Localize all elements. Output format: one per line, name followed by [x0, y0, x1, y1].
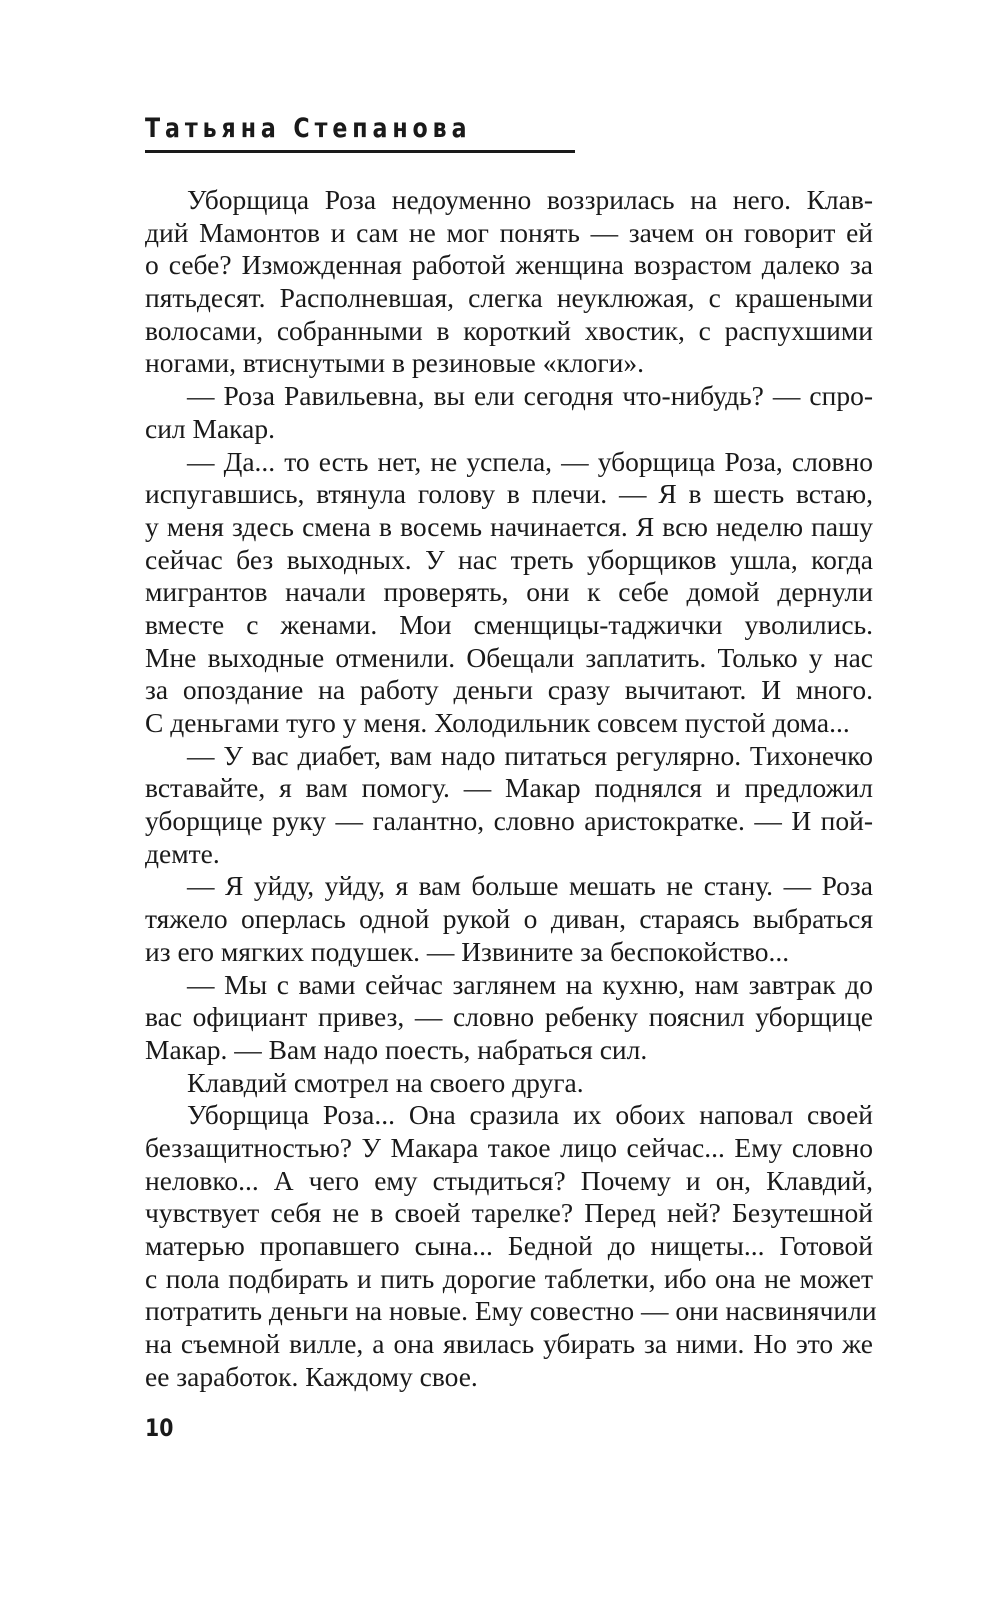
header-rule: [145, 150, 575, 153]
text-line: вместе с женами. Мои сменщицы-таджички уволились.: [145, 608, 873, 640]
text-line: — Да... то есть нет, не успела, — уборщица Роза, словно: [187, 445, 873, 477]
text-line: на съемной вилле, а она явилась убирать за ними. Но это же: [145, 1328, 873, 1360]
text-line: чувствует себя не в своей тарелке? Перед ней? Безутешной: [145, 1197, 873, 1229]
text-line: — Я уйду, уйду, я вам больше мешать не стану. — Роза: [187, 870, 873, 902]
text-line: Клавдий смотрел на своего друга.: [187, 1066, 584, 1098]
text-line: мигрантов начали проверять, они к себе домой дернули: [145, 576, 873, 608]
text-line: испугавшись, втянула голову в плечи. — Я в шесть встаю,: [145, 478, 873, 510]
text-line: сил Макар.: [145, 412, 275, 444]
running-header: Татьяна Степанова: [145, 113, 472, 144]
text-line: матерью пропавшего сына... Бедной до нищеты... Готовой: [145, 1230, 873, 1261]
text-line: ее заработок. Каждому свое.: [145, 1360, 478, 1392]
text-line: — У вас диабет, вам надо питаться регулярно. Тихонечко: [187, 739, 873, 771]
text-line: тяжело оперлась одной рукой о диван, стараясь выбраться: [145, 903, 873, 935]
text-line: неловко... А чего ему стыдиться? Почему и он, Клавдий,: [145, 1164, 873, 1196]
text-line: Мне выходные отменили. Обещали заплатить. Только у нас: [145, 641, 873, 673]
text-line: Уборщица Роза недоуменно воззрилась на него. Клав-: [187, 184, 873, 215]
text-line: волосами, собранными в короткий хвостик, с распухшими: [145, 314, 873, 346]
body-text: [145, 184, 877, 1393]
text-line: С деньгами туго у меня. Холодильник совсем пустой дома...: [145, 707, 850, 738]
text-line: сейчас без выходных. У нас треть уборщиков ушла, когда: [145, 543, 873, 575]
text-line: — Мы с вами сейчас заглянем на кухню, нам завтрак до: [187, 968, 873, 1000]
text-line: беззащитностью? У Макара такое лицо сейчас... Ему словно: [145, 1131, 873, 1163]
text-line: пятьдесят. Располневшая, слегка неуклюжая, с крашеными: [145, 282, 873, 314]
text-line: Уборщица Роза... Она сразила их обоих наповал своей: [187, 1099, 873, 1131]
text-line: у меня здесь смена в восемь начинается. Я всю неделю пашу: [145, 510, 873, 542]
text-line: дий Мамонтов и сам не мог понять — зачем он говорит ей: [145, 216, 873, 248]
text-line: с пола подбирать и пить дорогие таблетки, ибо она не может: [145, 1262, 873, 1294]
text-line: уборщице руку — галантно, словно аристократке. — И пой-: [145, 805, 873, 837]
text-line: потратить деньги на новые. Ему совестно — они насвинячили: [145, 1295, 877, 1327]
text-line: ногами, втиснутыми в резиновые «клоги».: [145, 347, 644, 379]
page-number: 10: [145, 1414, 174, 1442]
text-line: вас официант привез, — словно ребенку пояснил уборщице: [145, 1001, 873, 1033]
text-line: за опоздание на работу деньги сразу вычитают. И много.: [145, 674, 873, 706]
text-line: Макар. — Вам надо поесть, набраться сил.: [145, 1033, 648, 1065]
text-line: — Роза Равильевна, вы ели сегодня что-нибудь? — спро-: [187, 380, 873, 412]
text-line: о себе? Изможденная работой женщина возрастом далеко за: [145, 249, 873, 281]
text-line: вставайте, я вам помогу. — Макар поднялся и предложил: [145, 772, 873, 804]
text-line: демте.: [145, 837, 220, 869]
text-line: из его мягких подушек. — Извините за беспокойство...: [145, 935, 790, 967]
